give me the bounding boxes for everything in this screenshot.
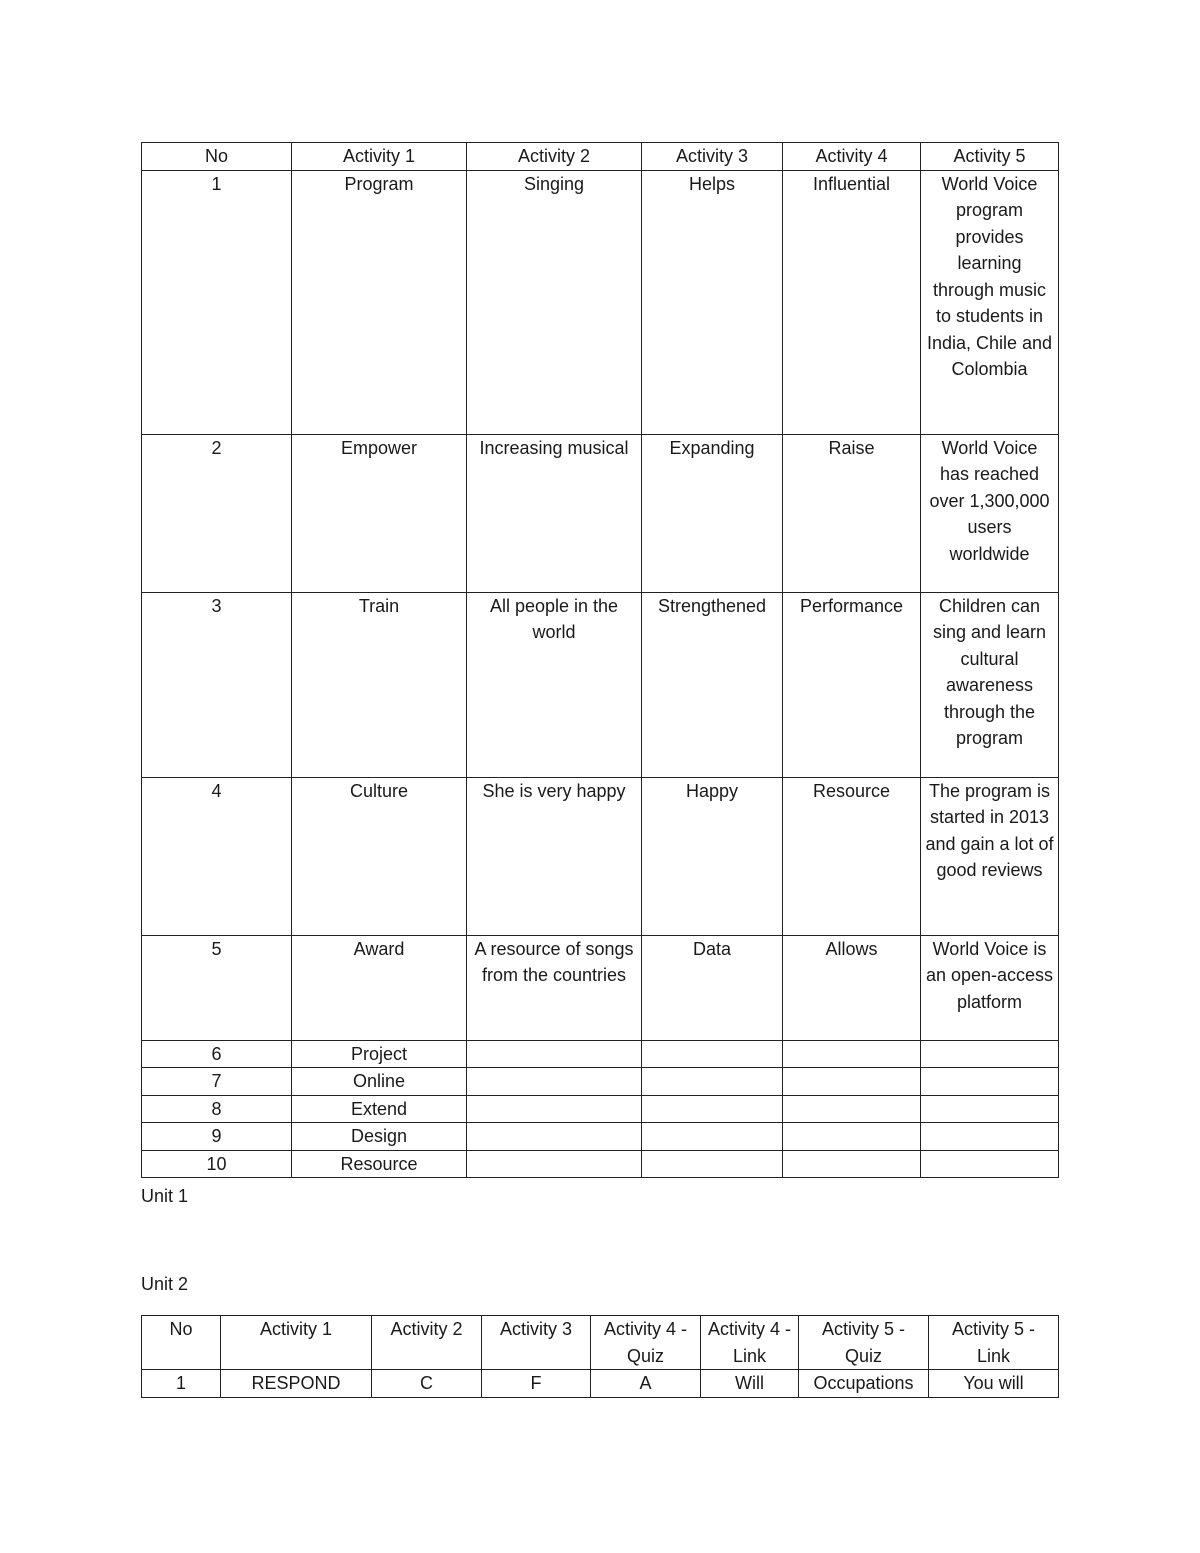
table-cell: The program is started in 2013 and gain a lot of good reviews (921, 777, 1059, 935)
table-cell: 2 (142, 434, 292, 592)
header-cell: Activity 5 - Link (929, 1316, 1059, 1370)
table-row (142, 1150, 1059, 1178)
header-cell: Activity 1 (221, 1316, 372, 1370)
table-cell (783, 1150, 921, 1178)
table-cell: 1 (142, 170, 292, 434)
table-cell: World Voice is an open-access platform (921, 935, 1059, 1040)
table-cell: 1 (142, 1370, 221, 1398)
table-row (142, 1095, 1059, 1123)
table-cell (921, 1068, 1059, 1096)
table-cell: She is very happy (467, 777, 642, 935)
table-cell: Data (642, 935, 783, 1040)
header-cell: Activity 1 (292, 143, 467, 171)
table-cell (921, 1123, 1059, 1151)
table-row (142, 777, 1059, 935)
table-cell: Increasing musical (467, 434, 642, 592)
table-cell (467, 1150, 642, 1178)
table-cell: 3 (142, 592, 292, 777)
unit2-label: Unit 2 (141, 1274, 189, 1294)
table-header-row (142, 143, 1059, 171)
table-row (142, 1123, 1059, 1151)
table-cell (921, 1095, 1059, 1123)
table-cell: Helps (642, 170, 783, 434)
table-cell (642, 1123, 783, 1151)
table-cell: Resource (292, 1150, 467, 1178)
table-cell: Resource (783, 777, 921, 935)
table-cell: Singing (467, 170, 642, 434)
table-cell: Project (292, 1040, 467, 1068)
table-row (142, 170, 1059, 434)
table-cell: 9 (142, 1123, 292, 1151)
unit1-table (141, 142, 1059, 1178)
table-cell: All people in the world (467, 592, 642, 777)
header-cell: Activity 3 (482, 1316, 591, 1370)
header-cell: Activity 3 (642, 143, 783, 171)
header-cell: Activity 5 - Quiz (799, 1316, 929, 1370)
table-cell (783, 1040, 921, 1068)
table-cell (921, 1150, 1059, 1178)
unit2-table (141, 1315, 1059, 1398)
table-cell: You will (929, 1370, 1059, 1398)
table-cell (921, 1040, 1059, 1068)
table-cell: 8 (142, 1095, 292, 1123)
table-cell (783, 1095, 921, 1123)
table-cell: Extend (292, 1095, 467, 1123)
table-cell: RESPOND (221, 1370, 372, 1398)
table-cell: 7 (142, 1068, 292, 1096)
table-cell (642, 1040, 783, 1068)
table-cell (642, 1150, 783, 1178)
header-cell: Activity 4 - Link (701, 1316, 799, 1370)
table-cell: A resource of songs from the countries (467, 935, 642, 1040)
table-cell: A (591, 1370, 701, 1398)
table-cell (642, 1095, 783, 1123)
table-cell: Allows (783, 935, 921, 1040)
header-cell: Activity 2 (467, 143, 642, 171)
table-cell: Design (292, 1123, 467, 1151)
table-cell: World Voice program provides learning through music to students in India, Chile and Colombia (921, 170, 1059, 434)
header-cell: Activity 5 (921, 143, 1059, 171)
table-cell: 10 (142, 1150, 292, 1178)
table-row (142, 592, 1059, 777)
table-cell: 6 (142, 1040, 292, 1068)
table-cell: Program (292, 170, 467, 434)
header-cell: Activity 4 (783, 143, 921, 171)
unit1-label: Unit 1 (141, 1186, 189, 1206)
table-cell: Train (292, 592, 467, 777)
table-cell: 4 (142, 777, 292, 935)
table-cell: Online (292, 1068, 467, 1096)
table-cell (783, 1068, 921, 1096)
table-cell: F (482, 1370, 591, 1398)
table-cell (467, 1040, 642, 1068)
header-cell: No (142, 143, 292, 171)
header-cell: Activity 2 (372, 1316, 482, 1370)
table-cell: World Voice has reached over 1,300,000 users worldwide (921, 434, 1059, 592)
table-row (142, 935, 1059, 1040)
table-cell (467, 1095, 642, 1123)
table-cell (467, 1123, 642, 1151)
table-cell (783, 1123, 921, 1151)
table-cell: Culture (292, 777, 467, 935)
table-row (142, 434, 1059, 592)
table-cell (642, 1068, 783, 1096)
table-cell: Expanding (642, 434, 783, 592)
header-cell: Activity 4 - Quiz (591, 1316, 701, 1370)
table-row (142, 1068, 1059, 1096)
table-header-row (142, 1316, 1059, 1370)
table-cell: Children can sing and learn cultural awareness through the program (921, 592, 1059, 777)
table-cell: Strengthened (642, 592, 783, 777)
table-cell (467, 1068, 642, 1096)
table-row (142, 1040, 1059, 1068)
table-cell: Raise (783, 434, 921, 592)
table-cell: C (372, 1370, 482, 1398)
table-cell: Influential (783, 170, 921, 434)
header-cell: No (142, 1316, 221, 1370)
table-row (142, 1370, 1059, 1398)
table-cell: Happy (642, 777, 783, 935)
table-cell: Will (701, 1370, 799, 1398)
table-cell: Empower (292, 434, 467, 592)
table-cell: Award (292, 935, 467, 1040)
table-cell: Occupations (799, 1370, 929, 1398)
table-cell: Performance (783, 592, 921, 777)
table-cell: 5 (142, 935, 292, 1040)
